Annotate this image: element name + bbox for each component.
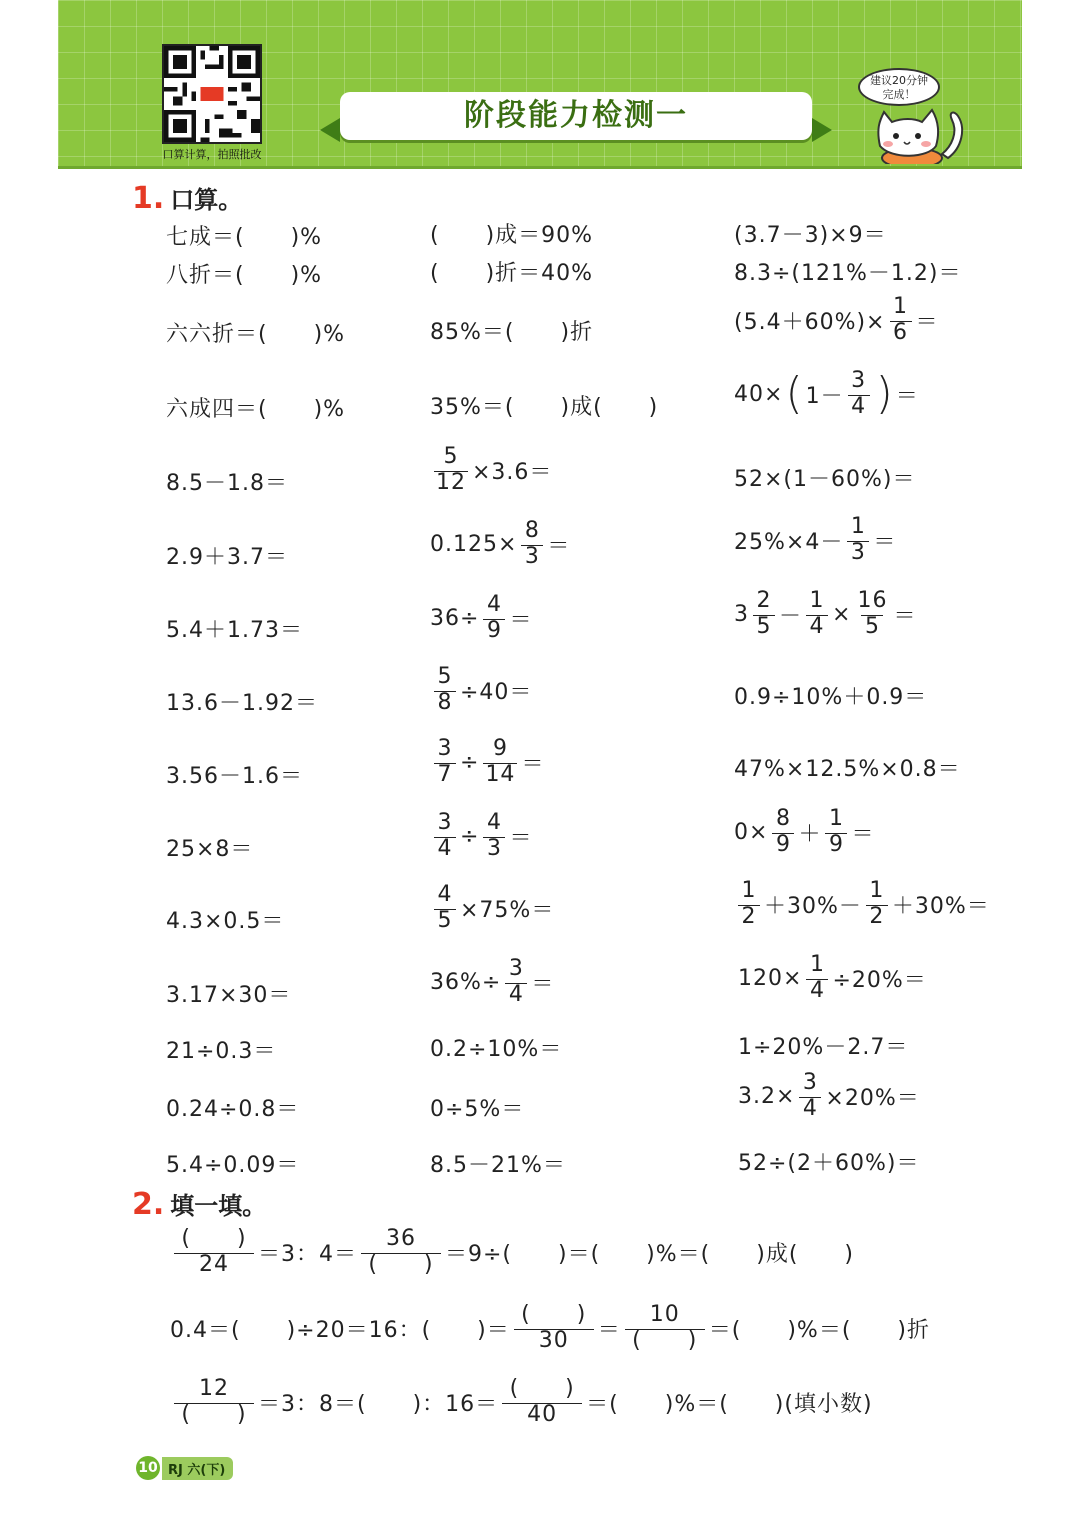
numerator: ( ) bbox=[509, 1376, 575, 1401]
problem-r4-c bbox=[734, 370, 919, 418]
denominator: 8 bbox=[434, 691, 456, 714]
denominator: 5 bbox=[753, 615, 775, 638]
problem-r8-a: 13.6－1.92＝ bbox=[166, 691, 318, 716]
problem-r15-c: 52÷(2＋60%)＝ bbox=[738, 1151, 920, 1176]
problem-r3-a: 六六折＝( )% bbox=[166, 322, 346, 347]
denominator: 4 bbox=[806, 615, 828, 638]
numerator: 5 bbox=[443, 444, 459, 469]
numerator: 16 bbox=[857, 588, 888, 613]
line-2-text-3: ＝( )%＝( )折 bbox=[708, 1317, 931, 1343]
numerator: 9 bbox=[492, 736, 508, 761]
r14-c-text: 3.2× bbox=[738, 1083, 796, 1109]
operator: ÷ bbox=[460, 749, 480, 775]
r4-c-text-2: 1－ bbox=[805, 383, 844, 409]
fraction bbox=[855, 590, 889, 638]
fill-line-2 bbox=[170, 1304, 930, 1352]
equals: ＝ bbox=[547, 533, 571, 559]
r12-c-text-2: ÷20%＝ bbox=[832, 967, 927, 993]
fraction bbox=[753, 590, 775, 638]
numerator: 1 bbox=[741, 878, 757, 903]
denominator: 3 bbox=[847, 541, 869, 564]
line-2-text-2: ＝ bbox=[597, 1317, 621, 1343]
fraction bbox=[625, 1304, 705, 1352]
r10-c-text: 0× bbox=[734, 819, 769, 845]
denominator: 12 bbox=[436, 470, 466, 495]
problem-r13-b: 0.2÷10%＝ bbox=[430, 1037, 563, 1062]
denominator: 4 bbox=[505, 983, 527, 1006]
problem-r12-c bbox=[738, 954, 927, 1002]
whole-number: 3 bbox=[734, 601, 749, 627]
problem-r4-b: 35%＝( )成( ) bbox=[430, 395, 659, 420]
qr-caption: 口算计算，拍照批改 bbox=[162, 148, 262, 161]
r6-c-text: 25%×4－ bbox=[734, 529, 844, 555]
problem-r11-c bbox=[734, 880, 990, 928]
problem-r13-c: 1÷20%－2.7＝ bbox=[738, 1035, 909, 1060]
problem-r1-a: 七成＝( )% bbox=[166, 225, 323, 250]
fraction bbox=[521, 520, 543, 568]
numerator: 5 bbox=[437, 664, 453, 689]
fraction bbox=[825, 808, 847, 856]
problem-r2-a: 八折＝( )% bbox=[166, 263, 323, 288]
problem-r10-a: 25×8＝ bbox=[166, 837, 254, 862]
denominator: 24 bbox=[174, 1253, 254, 1276]
fraction bbox=[434, 446, 468, 494]
fraction bbox=[847, 516, 869, 564]
numerator: 1 bbox=[869, 878, 885, 903]
problem-r12-a: 3.17×30＝ bbox=[166, 983, 292, 1008]
denominator: 4 bbox=[806, 979, 828, 1002]
r8-b-text: ÷40＝ bbox=[460, 679, 533, 705]
time-hint-line-2: 完成！ bbox=[882, 88, 916, 101]
fraction bbox=[799, 1072, 821, 1120]
problem-r7-a: 5.4＋1.73＝ bbox=[166, 618, 303, 643]
problem-r15-a: 5.4÷0.09＝ bbox=[166, 1153, 300, 1178]
problem-r6-a: 2.9＋3.7＝ bbox=[166, 545, 288, 570]
numerator: ( ) bbox=[181, 1226, 247, 1251]
numerator: 3 bbox=[851, 368, 867, 393]
denominator: 4 bbox=[848, 395, 870, 418]
problem-r8-b bbox=[430, 666, 532, 714]
problem-r6-c bbox=[734, 516, 896, 564]
equals: ＝ bbox=[509, 607, 533, 633]
equals: ＝ bbox=[521, 751, 545, 777]
line-3-text-2: ＝( )%＝( )(填小数) bbox=[586, 1391, 873, 1417]
cat-mascot-icon bbox=[862, 98, 972, 164]
fraction bbox=[502, 1378, 582, 1426]
numerator: 8 bbox=[524, 518, 540, 543]
denominator: 5 bbox=[434, 909, 456, 932]
problem-r2-b: ( )折＝40% bbox=[430, 261, 594, 286]
fraction bbox=[866, 880, 888, 928]
page-number: 10 bbox=[136, 1456, 160, 1480]
problem-r14-b: 0÷5%＝ bbox=[430, 1097, 525, 1122]
r12-c-text: 120× bbox=[738, 965, 803, 991]
fraction bbox=[483, 594, 505, 642]
line-3-text: ＝3：8＝( )：16＝ bbox=[258, 1391, 499, 1417]
equals: ＝ bbox=[851, 821, 875, 847]
problem-r3-b: 85%＝( )折 bbox=[430, 320, 594, 345]
problem-r10-c bbox=[734, 808, 874, 856]
equals: ＝ bbox=[531, 971, 555, 997]
denominator: 14 bbox=[485, 762, 516, 787]
line-1-text: ＝3：4＝ bbox=[258, 1241, 357, 1267]
problem-r14-c bbox=[738, 1072, 920, 1120]
equals: ＝ bbox=[509, 825, 533, 851]
denominator: 2 bbox=[738, 905, 760, 928]
r4-c-text: 40× bbox=[734, 381, 784, 407]
numerator: 3 bbox=[437, 810, 453, 835]
fraction bbox=[890, 296, 912, 344]
r5-b-text: ×3.6＝ bbox=[472, 459, 553, 485]
page-footer bbox=[136, 1456, 233, 1480]
fill-line-1 bbox=[170, 1228, 854, 1276]
problem-r11-b bbox=[430, 884, 554, 932]
problem-r7-c bbox=[734, 590, 916, 638]
r12-b-text: 36%÷ bbox=[430, 969, 502, 995]
left-paren: ( bbox=[785, 368, 804, 419]
fraction bbox=[434, 884, 456, 932]
section-2-title: 填一填。 bbox=[170, 1192, 267, 1220]
section-1-heading bbox=[132, 180, 242, 216]
section-2-number: 2. bbox=[132, 1187, 165, 1222]
fraction bbox=[483, 812, 505, 860]
fraction bbox=[174, 1378, 254, 1426]
problem-r15-b: 8.5－21%＝ bbox=[430, 1153, 566, 1178]
section-1-title: 口算。 bbox=[170, 186, 243, 214]
numerator: 1 bbox=[809, 952, 825, 977]
numerator: 4 bbox=[486, 810, 502, 835]
qr-code[interactable] bbox=[162, 44, 262, 144]
line-2-text: 0.4＝( )÷20＝16：( )＝ bbox=[170, 1317, 510, 1343]
denominator: 7 bbox=[434, 763, 456, 786]
fraction bbox=[361, 1228, 441, 1276]
problem-r1-b: ( )成＝90% bbox=[430, 223, 594, 248]
denominator: 4 bbox=[799, 1097, 821, 1120]
denominator: 40 bbox=[502, 1403, 582, 1426]
operator: ÷ bbox=[460, 823, 480, 849]
numerator: ( ) bbox=[521, 1302, 587, 1327]
problem-r5-b bbox=[430, 446, 552, 494]
fraction bbox=[848, 370, 870, 418]
ribbon-right bbox=[812, 118, 832, 142]
fraction bbox=[738, 880, 760, 928]
denominator: 6 bbox=[890, 321, 912, 344]
operator: × bbox=[832, 601, 852, 627]
equals: ＝ bbox=[895, 383, 919, 409]
problem-r9-b bbox=[430, 738, 544, 786]
fraction bbox=[505, 958, 527, 1006]
denominator: 30 bbox=[514, 1329, 594, 1352]
denominator: 9 bbox=[483, 619, 505, 642]
problem-r14-a: 0.24÷0.8＝ bbox=[166, 1097, 300, 1122]
problem-r5-a: 8.5－1.8＝ bbox=[166, 471, 288, 496]
operator: ＋ bbox=[798, 821, 822, 847]
numerator: 1 bbox=[828, 806, 844, 831]
problem-r5-c: 52×(1－60%)＝ bbox=[734, 467, 916, 492]
fraction bbox=[514, 1304, 594, 1352]
problem-r4-a: 六成四＝( )% bbox=[166, 397, 346, 422]
problem-r11-a: 4.3×0.5＝ bbox=[166, 909, 285, 934]
r11-c-text: ＋30%－ bbox=[764, 893, 862, 919]
equals: ＝ bbox=[893, 603, 917, 629]
numerator: 1 bbox=[893, 294, 908, 319]
equals: ＝ bbox=[873, 529, 897, 555]
problem-r12-b bbox=[430, 958, 554, 1006]
problem-r6-b bbox=[430, 520, 570, 568]
fraction bbox=[806, 954, 828, 1002]
numerator: 10 bbox=[649, 1302, 680, 1327]
fraction bbox=[806, 590, 828, 638]
problem-r2-c: 8.3÷(121%－1.2)＝ bbox=[734, 261, 962, 286]
equals: ＝ bbox=[915, 309, 939, 335]
problem-r10-b bbox=[430, 812, 532, 860]
r11-b-text: ×75%＝ bbox=[460, 897, 555, 923]
denominator: ( ) bbox=[174, 1403, 254, 1426]
fraction bbox=[772, 808, 794, 856]
problem-r13-a: 21÷0.3＝ bbox=[166, 1039, 277, 1064]
r6-b-text: 0.125× bbox=[430, 531, 518, 557]
r7-b-text: 36÷ bbox=[430, 605, 480, 631]
right-paren: ) bbox=[875, 368, 894, 419]
page-title: 阶段能力检测一 bbox=[464, 98, 688, 133]
fraction bbox=[174, 1228, 254, 1276]
denominator: ( ) bbox=[361, 1253, 441, 1276]
denominator: 4 bbox=[434, 837, 456, 860]
r11-c-text-2: ＋30%＝ bbox=[891, 893, 990, 919]
numerator: 4 bbox=[486, 592, 502, 617]
problem-r8-c: 0.9÷10%＋0.9＝ bbox=[734, 685, 928, 710]
problem-r9-a: 3.56－1.6＝ bbox=[166, 764, 303, 789]
numerator: 4 bbox=[437, 882, 453, 907]
line-1-text-2: ＝9÷( )＝( )%＝( )成( ) bbox=[445, 1241, 854, 1267]
fill-line-3 bbox=[170, 1378, 873, 1426]
numerator: 1 bbox=[850, 514, 866, 539]
operator: － bbox=[779, 603, 803, 629]
numerator: 2 bbox=[756, 588, 772, 613]
denominator: ( ) bbox=[625, 1329, 705, 1352]
section-1-number: 1. bbox=[132, 181, 165, 216]
r14-c-text-2: ×20%＝ bbox=[825, 1085, 920, 1111]
denominator: 9 bbox=[772, 833, 794, 856]
denominator: 5 bbox=[861, 615, 883, 638]
fraction bbox=[434, 812, 456, 860]
r3-c-text: (5.4＋60%)× bbox=[734, 309, 886, 335]
problem-r1-c: (3.7－3)×9＝ bbox=[734, 223, 887, 248]
numerator: 36 bbox=[386, 1226, 416, 1251]
numerator: 1 bbox=[809, 588, 825, 613]
problem-r3-c bbox=[734, 296, 939, 344]
numerator: 3 bbox=[437, 736, 453, 761]
problem-r7-b bbox=[430, 594, 532, 642]
numerator: 8 bbox=[775, 806, 791, 831]
denominator: 9 bbox=[825, 833, 847, 856]
fraction bbox=[434, 738, 456, 786]
fraction bbox=[434, 666, 456, 714]
denominator: 3 bbox=[521, 545, 543, 568]
numerator: 3 bbox=[508, 956, 524, 981]
edition-label: RJ 六(下) bbox=[162, 1457, 233, 1480]
denominator: 3 bbox=[483, 837, 505, 860]
time-hint-line-1: 建议20分钟 bbox=[870, 74, 928, 87]
ribbon-left bbox=[320, 118, 340, 142]
fraction bbox=[483, 738, 517, 786]
numerator: 3 bbox=[802, 1070, 818, 1095]
section-2-heading bbox=[132, 1186, 266, 1222]
denominator: 2 bbox=[866, 905, 888, 928]
numerator: 12 bbox=[199, 1376, 229, 1401]
problem-r9-c: 47%×12.5%×0.8＝ bbox=[734, 757, 961, 782]
